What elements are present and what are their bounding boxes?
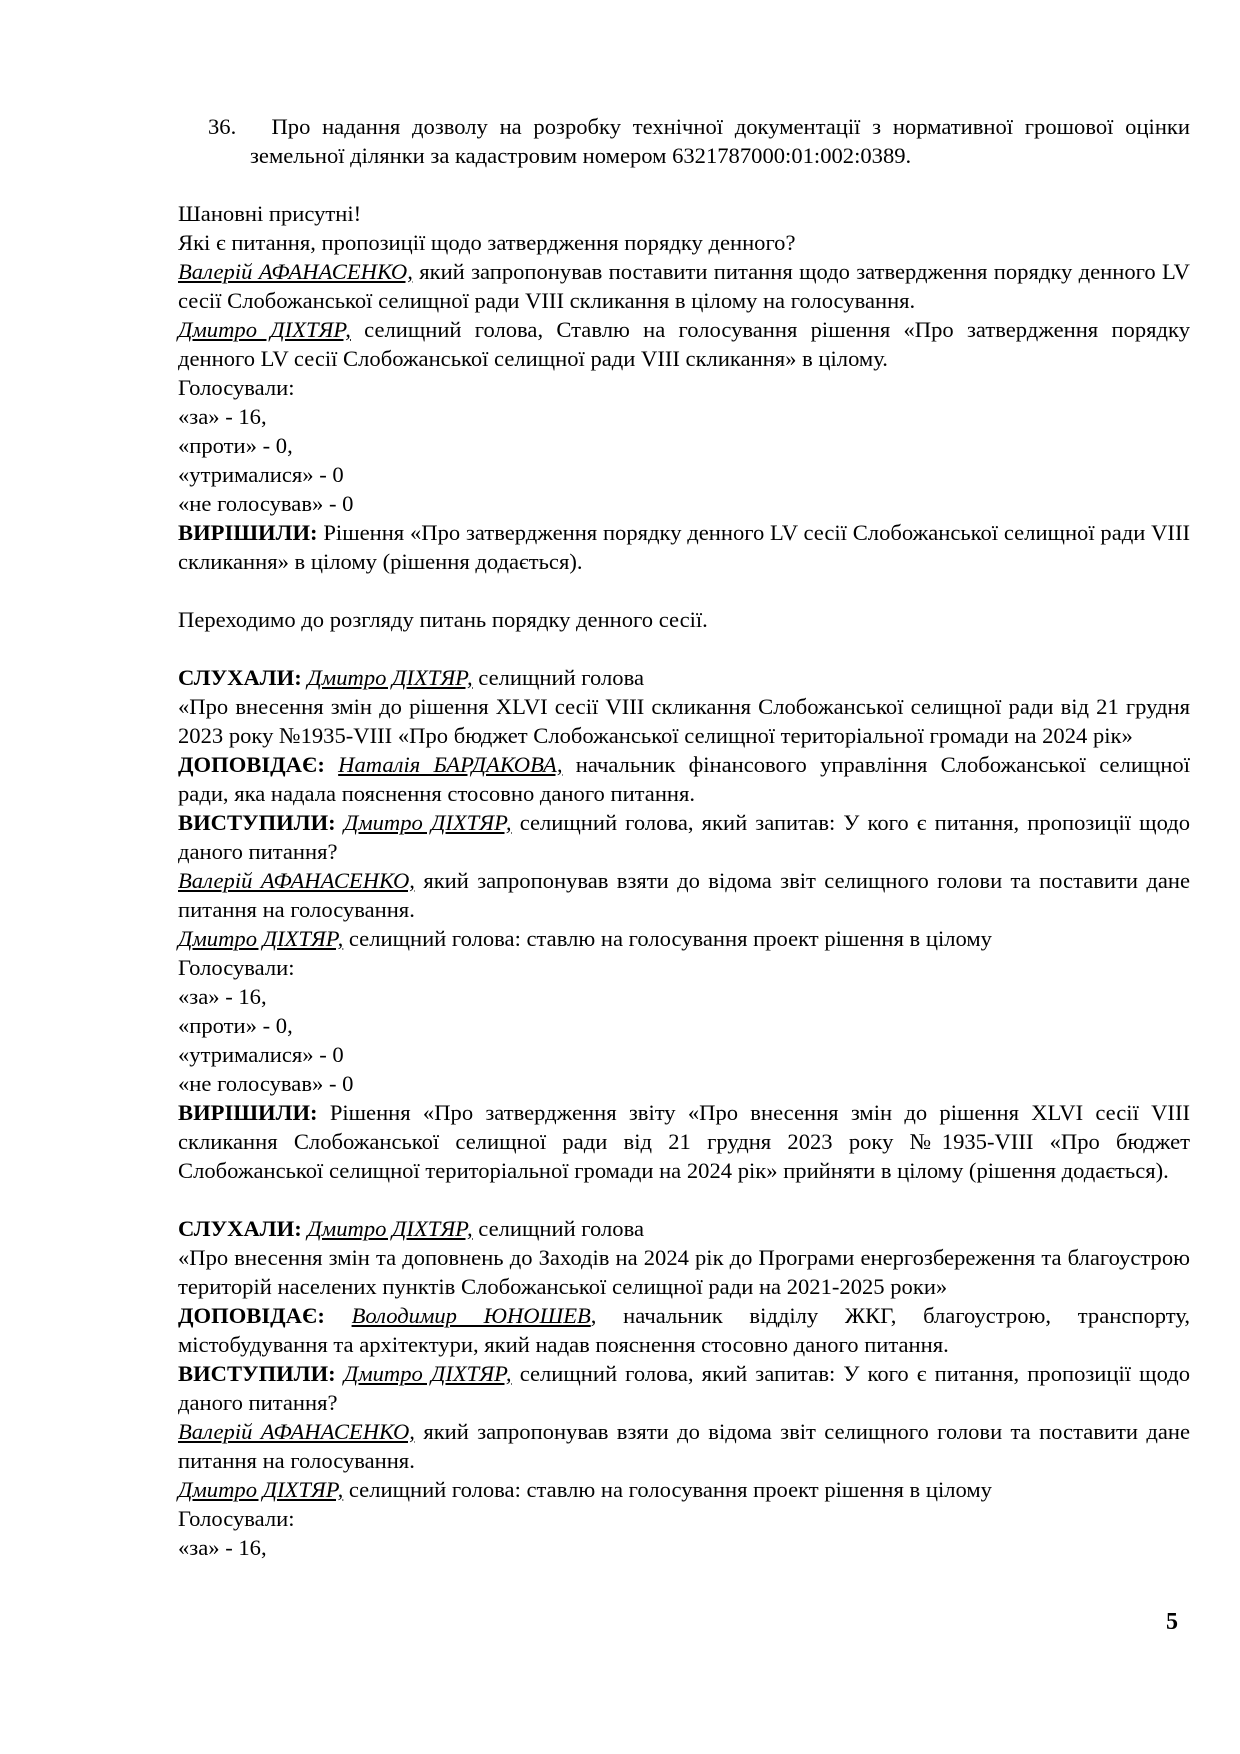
transition-text: Переходимо до розгляду питань порядку денного сесії.: [178, 607, 708, 632]
s2-topic: «Про внесення змін та доповнень до Заходів на 2024 рік до Програми енергозбереження та благоустрою територій населених пунктів Слобожанської селищної ради на 2021-2025 роки»: [178, 1245, 1190, 1299]
voted-label: Голосували:: [178, 955, 295, 980]
speaker-name: Дмитро ДІХТЯР,: [343, 810, 512, 835]
spoke-label: ВИСТУПИЛИ:: [178, 1361, 336, 1386]
item-number: 36.: [208, 114, 237, 139]
agenda-decision: [178, 518, 1190, 576]
spoke-label: ВИСТУПИЛИ:: [178, 810, 336, 835]
vote-for: «за» - 16,: [178, 404, 267, 429]
vote-for: «за» - 16,: [178, 1535, 267, 1560]
agenda-vote-call: [178, 315, 1190, 373]
report-label: ДОПОВІДАЄ:: [178, 752, 325, 777]
speaker-name: Наталія БАРДАКОВА,: [338, 752, 563, 777]
s1-vote-call: [178, 924, 1190, 953]
speaker-name: Дмитро ДІХТЯР,: [178, 1477, 344, 1502]
speaker-text: селищний голова: [472, 665, 644, 690]
item-text: Про надання дозволу на розробку технічної документації з нормативної грошової оцінки земельної ділянки за кадастровим номером 6321787000:01:002:0389.: [250, 114, 1190, 168]
s1-heard: [178, 663, 1190, 692]
speaker-name: Дмитро ДІХТЯР,: [343, 1361, 512, 1386]
speaker-name: Дмитро ДІХТЯР,: [307, 1216, 473, 1241]
speaker-name: Володимир ЮНОШЕВ: [351, 1303, 591, 1328]
decided-text: Рішення «Про затвердження звіту «Про внесення змін до рішення XLVI сесії VIII скликання Слобожанської селищної ради від 21 грудня 2023 року №1935-VIII «Про бюджет Слобожанської селищної територіальної громади на 2024 рік» прийняти в цілому (рішення додається).: [178, 1100, 1190, 1183]
speaker-name: Дмитро ДІХТЯР,: [178, 317, 351, 342]
s2-spoke: [178, 1359, 1190, 1417]
s1-proposal: [178, 866, 1190, 924]
speaker-text: селищний голова, який запитав: У кого є питання, пропозиції щодо даного питання?: [178, 1361, 1191, 1415]
speaker-name: Дмитро ДІХТЯР,: [307, 665, 473, 690]
page-number: 5: [1166, 1609, 1178, 1635]
speaker-name: Валерій АФАНАСЕНКО,: [178, 1419, 415, 1444]
report-label: ДОПОВІДАЄ:: [178, 1303, 325, 1328]
speaker-text: який запропонував взяти до відома звіт селищного голови та поставити дане питання на голосування.: [178, 868, 1190, 922]
s2-vote-call: [178, 1475, 1190, 1504]
vote-against: «проти» - 0,: [178, 1013, 293, 1038]
s2-proposal: [178, 1417, 1190, 1475]
speaker-text: селищний голова, Ставлю на голосування рішення «Про затвердження порядку денного LV сесії Слобожанської селищної ради VIII скликання» в цілому.: [178, 317, 1190, 371]
s2-report: [178, 1301, 1190, 1359]
vote-abstained: «утрималися» - 0: [178, 1042, 344, 1067]
vote-for: «за» - 16,: [178, 984, 267, 1009]
greeting: Шановні присутні!: [178, 201, 362, 226]
agenda-item-36: [208, 112, 1190, 170]
heard-label: СЛУХАЛИ:: [178, 1216, 302, 1241]
voted-label: Голосували:: [178, 375, 295, 400]
decided-label: ВИРІШИЛИ:: [178, 520, 318, 545]
agenda-question: Які є питання, пропозиції щодо затвердження порядку денного?: [178, 230, 796, 255]
speaker-name: Валерій АФАНАСЕНКО,: [178, 259, 413, 284]
s1-spoke: [178, 808, 1190, 866]
speaker-text: , начальник відділу ЖКГ, благоустрою, транспорту, містобудування та архітектури, який надав пояснення стосовно даного питання.: [178, 1303, 1191, 1357]
speaker-text: начальник фінансового управління Слобожанської селищної ради, яка надала пояснення стосовно даного питання.: [178, 752, 1190, 806]
vote-not-voted: «не голосував» - 0: [178, 491, 354, 516]
vote-not-voted: «не голосував» - 0: [178, 1071, 354, 1096]
speaker-text: який запропонував взяти до відома звіт селищного голови та поставити дане питання на голосування.: [178, 1419, 1190, 1473]
speaker-text: селищний голова: ставлю на голосування проект рішення в цілому: [343, 1477, 992, 1502]
decided-label: ВИРІШИЛИ:: [178, 1100, 318, 1125]
vote-against: «проти» - 0,: [178, 433, 293, 458]
speaker-name: Дмитро ДІХТЯР,: [178, 926, 344, 951]
speaker-text: селищний голова: [472, 1216, 644, 1241]
speaker-text: який запропонував поставити питання щодо затвердження порядку денного LV сесії Слобожанської селищної ради VIII скликання в цілому на голосування.: [178, 259, 1190, 313]
s2-heard: [178, 1214, 1190, 1243]
speaker-text: селищний голова: ставлю на голосування проект рішення в цілому: [343, 926, 992, 951]
heard-label: СЛУХАЛИ:: [178, 665, 302, 690]
voted-label: Голосували:: [178, 1506, 295, 1531]
agenda-proposal: [178, 257, 1190, 315]
speaker-name: Валерій АФАНАСЕНКО,: [178, 868, 415, 893]
s1-report: [178, 750, 1190, 808]
s1-topic: «Про внесення змін до рішення XLVI сесії VIII скликання Слобожанської селищної ради від 21 грудня 2023 року №1935-VIII «Про бюджет Слобожанської селищної територіальної громади на 2024 рік»: [178, 694, 1190, 748]
speaker-text: селищний голова, який запитав: У кого є питання, пропозиції щодо даного питання?: [178, 810, 1191, 864]
decided-text: Рішення «Про затвердження порядку денного LV сесії Слобожанської селищної ради VIII скликання» в цілому (рішення додається).: [178, 520, 1190, 574]
vote-abstained: «утрималися» - 0: [178, 462, 344, 487]
s1-decision: [178, 1098, 1190, 1185]
